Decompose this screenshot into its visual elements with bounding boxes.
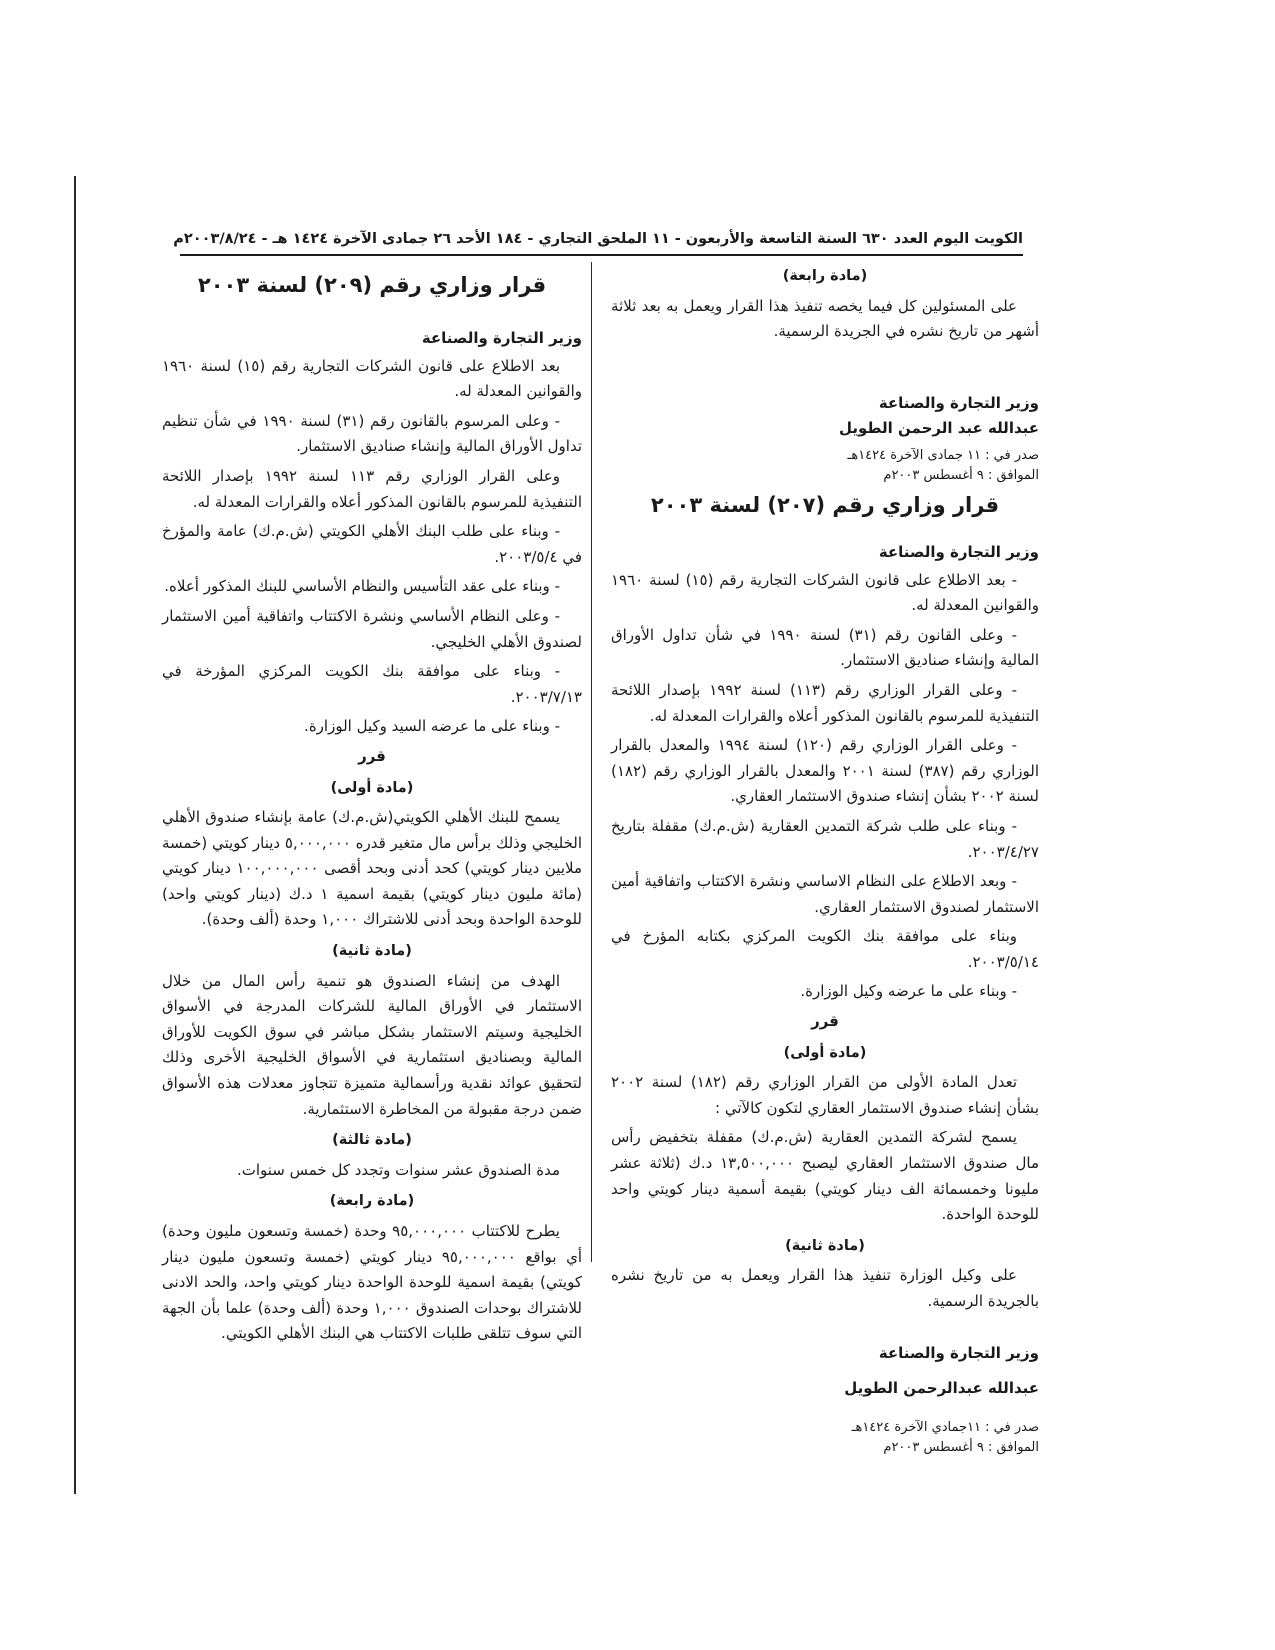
gazette-header: الكويت اليوم العدد ٦٣٠ السنة التاسعة والأربعون - ١١ الملحق التجاري - ١٨٤ الأحد ٢٦ جمادى الآخرة ١٤٢٤ هـ - ٢٠٠٣/٨/٢٤م [173, 231, 1023, 247]
decided-207: قرر [811, 1012, 839, 1031]
article-4-209-heading: (مادة رابعة) [329, 1193, 415, 1210]
scan-margin-line [74, 176, 76, 1494]
signer-1-name: عبدالله عبد الرحمن الطويل [838, 419, 1039, 438]
article-1-209-heading: (مادة أولى) [330, 779, 414, 796]
recital-209-5: - وبناء على عقد التأسيس والنظام الأساسي للبنك المذكور أعلاه. [164, 577, 560, 596]
recital-207-7: وبناء على موافقة بنك الكويت المركزي بكتابه المؤرخ في ٢٠٠٣/٥/١٤. [611, 927, 1039, 971]
minister-heading-209: وزير التجارة والصناعة [421, 329, 582, 347]
recital-209-7: - وبناء على موافقة بنك الكويت المركزي المؤرخة في ٢٠٠٣/٧/١٣. [162, 662, 582, 706]
recital-209-3: وعلى القرار الوزاري رقم ١١٣ لسنة ١٩٩٢ بإصدار اللائحة التنفيذية للمرسوم بالقانون المذكور أعلاه والقرارات المعدلة له. [162, 466, 582, 511]
right-column [611, 258, 1039, 1458]
article-1-209-text: يسمح للبنك الأهلي الكويتي(ش.م.ك) عامة بإنشاء صندوق الأهلي الخليجي وذلك برأس مال متغير قدره ٥,٠٠٠,٠٠٠ دينار كويتي (خمسة ملايين دينار كويتي) كحد أدنى وبحد أقصى ١٠٠,٠٠٠,٠٠٠ دينار كويتي (مائة مليون دينار كويتي) بقيمة اسمية ١ د.ك (دينار كويتي واحد) للوحدة الواحدة وبحد أدنى للاشتراك ١,٠٠٠ وحدة (ألف وحدة). [162, 808, 582, 929]
article-4-heading: (مادة رابعة) [782, 268, 868, 284]
issued-2-date: صدر في : ١١جمادي الآخرة ١٤٢٤هـ [851, 1419, 1039, 1435]
recital-207-8: - وبناء على ما عرضه وكيل الوزارة. [800, 982, 1017, 1001]
article-2-207-heading: (مادة ثانية) [785, 1237, 865, 1254]
signer-2-title: وزير التجارة والصناعة [878, 1343, 1039, 1362]
issued-1-equivalent: الموافق : ٩ أغسطس ٢٠٠٣م [883, 467, 1039, 483]
article-2-207-text: على وكيل الوزارة تنفيذ هذا القرار ويعمل به من تاريخ نشره بالجريدة الرسمية. [611, 1266, 1039, 1310]
signer-2-name: عبدالله عبدالرحمن الطويل [844, 1379, 1039, 1398]
article-2-209-text: الهدف من إنشاء الصندوق هو تنمية رأس المال من خلال الاستثمار في الأوراق المالية للشركات المدرجة في الأسواق الخليجية وسيتم الاستثمار بشكل مباشر في سوق الكويت للأوراق المالية وبصناديق استثمارية في الأسواق الخليجية الأخرى وذلك لتحقيق عوائد نقدية ورأسمالية متميزة تتجاوز معدلات هذه الأسواق ضمن درجة مقبولة من المخاطرة الاستثمارية. [162, 971, 582, 1118]
decision-209-title: قرار وزاري رقم (٢٠٩) لسنة ٢٠٠٣ [197, 273, 547, 297]
article-1-207-heading: (مادة أولى) [783, 1044, 867, 1061]
article-1-207-text-2: يسمح لشركة التمدين العقارية (ش.م.ك) مقفلة بتخفيض رأس مال صندوق الاستثمار العقاري ليصبح ١٣,٥٠٠,٠٠٠ د.ك (ثلاثة عشر مليونا وخمسمائة الف دينار كويتي) بقيمة أسمية دينار كويتي واحد للوحدة الواحدة. [611, 1128, 1039, 1224]
recital-207-1: - بعد الاطلاع على قانون الشركات التجارية رقم (١٥) لسنة ١٩٦٠ والقوانين المعدلة له. [611, 570, 1039, 615]
decided-209: قرر [358, 746, 386, 765]
recital-207-6: - وبعد الاطلاع على النظام الاساسي ونشرة الاكتتاب واتفاقية أمين الاستثمار لصندوق الاستثمار العقاري. [611, 872, 1039, 916]
left-column [162, 270, 582, 1351]
recital-207-5: - وبناء على طلب شركة التمدين العقارية (ش.م.ك) مقفلة بتاريخ ٢٠٠٣/٤/٢٧. [611, 816, 1039, 861]
recital-207-3: - وعلى القرار الوزاري رقم (١١٣) لسنة ١٩٩٢ بإصدار اللائحة التنفيذية للمرسوم بالقانون المذكور أعلاه والقرارات المعدلة له. [611, 680, 1039, 725]
signer-1-title: وزير التجارة والصناعة [878, 393, 1039, 412]
minister-heading-207: وزير التجارة والصناعة [878, 542, 1039, 561]
decision-207-title: قرار وزاري رقم (٢٠٧) لسنة ٢٠٠٣ [650, 492, 1000, 517]
issued-1-date: صدر في : ١١ جمادى الآخرة ١٤٢٤هـ [847, 447, 1039, 463]
article-4-209-text: يطرح للاكتتاب ٩٥,٠٠٠,٠٠٠ وحدة (خمسة وتسعون مليون وحدة) أي بواقع ٩٥,٠٠٠,٠٠٠ دينار كويتي (خمسة وتسعون مليون دينار كويتي) بقيمة اسمية للوحدة الواحدة دينار كويتي واحد، والحد الادنى للاشتراك بوحدات الصندوق ١,٠٠٠ وحدة (ألف وحدة) علما بأن الجهة التي سوف تتلقى طلبات الاكتتاب هي البنك الأهلي الكويتي. [162, 1222, 582, 1343]
recital-209-4: - وبناء على طلب البنك الأهلي الكويتي (ش.م.ك) عامة والمؤرخ في ٢٠٠٣/٥/٤. [162, 522, 582, 566]
recital-207-2: - وعلى القانون رقم (٣١) لسنة ١٩٩٠ في شأن تداول الأوراق المالية وإنشاء صناديق الاستثمار. [611, 625, 1039, 670]
article-1-207-text: تعدل المادة الأولى من القرار الوزاري رقم (١٨٢) لسنة ٢٠٠٢ بشأن إنشاء صندوق الاستثمار العقاري لتكون كالآتي : [611, 1073, 1039, 1117]
article-3-209-text: مدة الصندوق عشر سنوات وتجدد كل خمس سنوات. [236, 1160, 560, 1179]
article-2-209-heading: (مادة ثانية) [332, 943, 412, 960]
recital-209-8: - وبناء على ما عرضه السيد وكيل الوزارة. [304, 717, 560, 736]
recital-209-1: بعد الاطلاع على قانون الشركات التجارية رقم (١٥) لسنة ١٩٦٠ والقوانين المعدلة له. [162, 356, 582, 401]
recital-209-6: - وعلى النظام الأساسي ونشرة الاكتتاب واتفاقية أمين الاستثمار لصندوق الأهلي الخليجي. [162, 606, 582, 651]
recital-209-2: - وعلى المرسوم بالقانون رقم (٣١) لسنة ١٩٩٠ في شأن تنظيم تداول الأوراق المالية وإنشاء صناديق الاستثمار. [162, 411, 582, 456]
header-rule [180, 254, 1023, 256]
recital-207-4: - وعلى القرار الوزاري رقم (١٢٠) لسنة ١٩٩٤ والمعدل بالقرار الوزاري رقم (٣٨٧) لسنة ٢٠٠١ والمعدل بالقرار الوزاري رقم (١٨٢) لسنة ٢٠٠٢ بشأن إنشاء صندوق الاستثمار العقاري. [611, 736, 1039, 806]
column-divider [591, 262, 592, 1262]
article-4-text: على المسئولين كل فيما يخصه تنفيذ هذا القرار ويعمل به بعد ثلاثة أشهر من تاريخ نشره في الجريدة الرسمية. [611, 296, 1039, 341]
article-3-209-heading: (مادة ثالثة) [332, 1132, 412, 1149]
issued-2-equivalent: الموافق : ٩ أغسطس ٢٠٠٣م [883, 1439, 1039, 1455]
